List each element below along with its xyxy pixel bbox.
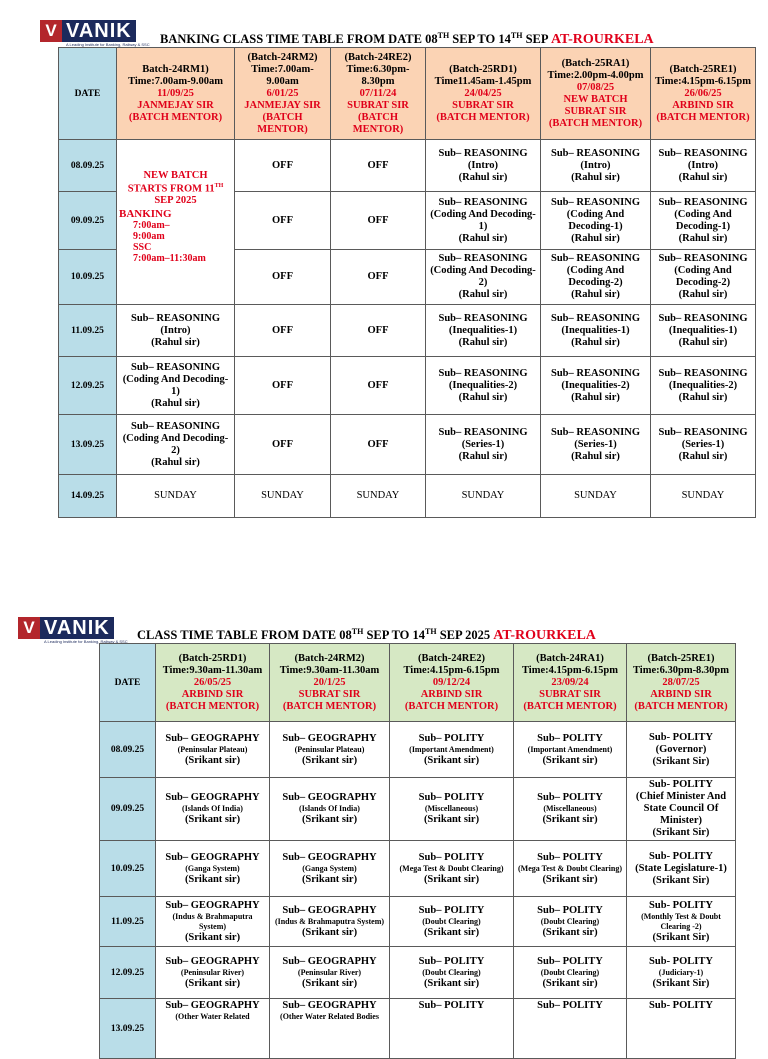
class-cell: OFF	[235, 192, 331, 250]
class-cell: Sub- POLITY (State Legislature-1) (Srikant Sir)	[627, 841, 736, 897]
table-row	[100, 999, 736, 1059]
batch-header: (Batch-25RD1) Time11.45am-1.45pm 24/04/25 SUBRAT SIR (BATCH MENTOR)	[426, 48, 541, 140]
row-date: 08.09.25	[59, 140, 117, 192]
banking-timetable	[58, 47, 756, 518]
class-cell: Sub– REASONING (Coding And Decoding-1) (Rahul sir)	[117, 357, 235, 415]
row-date: 11.09.25	[59, 305, 117, 357]
class-cell: Sub– GEOGRAPHY (Ganga System) (Srikant sir)	[156, 841, 270, 897]
table-row	[59, 140, 756, 192]
class-cell: Sub– GEOGRAPHY (Peninsular Plateau) (Srikant sir)	[156, 722, 270, 778]
class-cell: Sub– POLITY (Mega Test & Doubt Clearing) (Srikant sir)	[514, 841, 627, 897]
class-cell: Sub– REASONING (Series-1) (Rahul sir)	[651, 415, 756, 475]
table-row	[59, 305, 756, 357]
logo-wordmark: VANIK	[62, 20, 136, 42]
class-cell: Sub– GEOGRAPHY (Other Water Related Bodies	[270, 999, 390, 1059]
table-row	[59, 357, 756, 415]
date-column-header: DATE	[59, 48, 117, 140]
location-label: AT-ROURKELA	[550, 32, 654, 48]
class-cell: OFF	[235, 415, 331, 475]
batch-header: (Batch-24RM2) Time:9.30am-11.30am 20/1/25 SUBRAT SIR (BATCH MENTOR)	[270, 644, 390, 722]
class-cell: Sub– REASONING (Intro) (Rahul sir)	[541, 140, 651, 192]
row-date: 08.09.25	[100, 722, 156, 778]
row-date: 14.09.25	[59, 475, 117, 518]
batch-header: (Batch-25RA1) Time:2.00pm-4.00pm 07/08/25 NEW BATCH SUBRAT SIR (BATCH MENTOR)	[541, 48, 651, 140]
class-cell: Sub– POLITY (Doubt Clearing) (Srikant sir)	[390, 897, 514, 947]
class-cell: OFF	[331, 140, 426, 192]
class-cell: Sub– POLITY (Doubt Clearing) (Srikant sir)	[514, 897, 627, 947]
class-cell: Sub– REASONING (Coding And Decoding-1) (Rahul sir)	[651, 192, 756, 250]
class-cell: Sub– POLITY (Miscellaneous) (Srikant sir)	[514, 778, 627, 841]
class-cell: Sub– GEOGRAPHY (Peninsular River) (Srikant sir)	[270, 947, 390, 999]
class-cell: Sub– GEOGRAPHY (Peninsular River) (Srikant sir)	[156, 947, 270, 999]
logo-v-mark: V	[40, 20, 62, 42]
class-cell: Sub– REASONING (Intro) (Rahul sir)	[117, 305, 235, 357]
class-cell: Sub– REASONING (Coding And Decoding-2) (Rahul sir)	[117, 415, 235, 475]
class-cell: OFF	[235, 140, 331, 192]
table-row	[100, 778, 736, 841]
row-date: 12.09.25	[100, 947, 156, 999]
logo-wordmark: VANIK	[40, 617, 114, 639]
batch-header: Batch-24RM1) Time:7.00am-9.00am 11/09/25 JANMEJAY SIR (BATCH MENTOR)	[117, 48, 235, 140]
batch-header: (Batch-24RE2) Time:6.30pm-8.30pm 07/11/24 SUBRAT SIR (BATCH MENTOR)	[331, 48, 426, 140]
class-cell: Sub– POLITY (Doubt Clearing) (Srikant sir)	[514, 947, 627, 999]
class-cell: Sub– REASONING (Coding And Decoding-1) (Rahul sir)	[541, 192, 651, 250]
class-cell: Sub– REASONING (Coding And Decoding-2) (Rahul sir)	[651, 250, 756, 305]
logo-v-mark: V	[18, 617, 40, 639]
table-row	[100, 722, 736, 778]
class-cell: Sub- POLITY (Chief Minister And State Council Of Minister) (Srikant Sir)	[627, 778, 736, 841]
class-cell: Sub– GEOGRAPHY (Other Water Related	[156, 999, 270, 1059]
table1-header-row	[59, 48, 756, 140]
class-cell: Sub- POLITY (Monthly Test & Doubt Clearing -2) (Srikant Sir)	[627, 897, 736, 947]
class-cell: Sub– POLITY (Mega Test & Doubt Clearing) (Srikant sir)	[390, 841, 514, 897]
class-cell: Sub– REASONING (Inequalities-1) (Rahul sir)	[426, 305, 541, 357]
class-cell: OFF	[331, 192, 426, 250]
class-cell: OFF	[235, 357, 331, 415]
class-cell: Sub– GEOGRAPHY (Ganga System) (Srikant sir)	[270, 841, 390, 897]
class-cell: Sub– POLITY (Doubt Clearing) (Srikant sir)	[390, 947, 514, 999]
class-cell: OFF	[331, 305, 426, 357]
row-date: 10.09.25	[59, 250, 117, 305]
batch-header: (Batch-25RE1) Time:6.30pm-8.30pm 28/07/25 ARBIND SIR (BATCH MENTOR)	[627, 644, 736, 722]
class-cell: SUNDAY	[541, 475, 651, 518]
batch-header: (Batch-25RE1) Time:4.15pm-6.15pm 26/06/25 ARBIND SIR (BATCH MENTOR)	[651, 48, 756, 140]
class-cell: SUNDAY	[331, 475, 426, 518]
table-row	[100, 947, 736, 999]
class-cell: Sub– GEOGRAPHY (Peninsular Plateau) (Srikant sir)	[270, 722, 390, 778]
row-date: 11.09.25	[100, 897, 156, 947]
class-cell: OFF	[331, 415, 426, 475]
location-label: AT-ROURKELA	[493, 628, 596, 644]
table1-heading: BANKING CLASS TIME TABLE FROM DATE 08TH SEP TO 14TH SEP AT-ROURKELA	[160, 31, 654, 48]
class-cell: Sub– GEOGRAPHY (Islands Of India) (Srikant sir)	[156, 778, 270, 841]
vanik-logo-2	[18, 617, 128, 644]
class-cell: Sub- POLITY (Judiciary-1) (Srikant Sir)	[627, 947, 736, 999]
class-cell: OFF	[331, 250, 426, 305]
row-date: 09.09.25	[59, 192, 117, 250]
row-date: 12.09.25	[59, 357, 117, 415]
class-cell: Sub– REASONING (Inequalities-1) (Rahul sir)	[651, 305, 756, 357]
table-row	[59, 475, 756, 518]
class-cell: Sub- POLITY	[627, 999, 736, 1059]
new-batch-notice: NEW BATCH STARTS FROM 11TH SEP 2025 BANKING 7:00am– 9:00am SSC 7:00am–11:30am	[117, 140, 235, 305]
table2-heading: CLASS TIME TABLE FROM DATE 08TH SEP TO 14TH SEP 2025 AT-ROURKELA	[137, 627, 596, 644]
batch-header: (Batch-24RA1) Time:4.15pm-6.15pm 23/09/24 SUBRAT SIR (BATCH MENTOR)	[514, 644, 627, 722]
row-date: 13.09.25	[100, 999, 156, 1059]
class-cell: OFF	[331, 357, 426, 415]
class-cell: Sub- POLITY (Governor) (Srikant Sir)	[627, 722, 736, 778]
vanik-logo	[40, 20, 150, 47]
table-row	[100, 897, 736, 947]
logo-tagline: A Leading Institute for Banking, Railway & SSC	[66, 42, 150, 47]
class-cell: Sub– POLITY (Important Amendment) (Srikant sir)	[514, 722, 627, 778]
table2-body	[100, 722, 736, 1059]
batch-header: (Batch-24RM2) Time:7.00am-9.00am 6/01/25 JANMEJAY SIR (BATCH MENTOR)	[235, 48, 331, 140]
class-cell: Sub– GEOGRAPHY (Islands Of India) (Srikant sir)	[270, 778, 390, 841]
class-cell: Sub– REASONING (Intro) (Rahul sir)	[651, 140, 756, 192]
row-date: 09.09.25	[100, 778, 156, 841]
class-cell: SUNDAY	[651, 475, 756, 518]
class-cell: Sub– GEOGRAPHY (Indus & Brahmaputra System) (Srikant sir)	[270, 897, 390, 947]
class-cell: Sub– POLITY (Miscellaneous) (Srikant sir)	[390, 778, 514, 841]
class-cell: Sub– GEOGRAPHY (Indus & Brahmaputra System) (Srikant sir)	[156, 897, 270, 947]
class-cell: OFF	[235, 305, 331, 357]
logo-tagline: A Leading Institute for Banking, Railway & SSC	[44, 639, 128, 644]
table2-header-row	[100, 644, 736, 722]
class-cell: SUNDAY	[426, 475, 541, 518]
class-cell: Sub– REASONING (Intro) (Rahul sir)	[426, 140, 541, 192]
class-cell: Sub– REASONING (Coding And Decoding-2) (Rahul sir)	[541, 250, 651, 305]
class-cell: Sub– POLITY	[514, 999, 627, 1059]
class-cell: Sub– REASONING (Inequalities-1) (Rahul sir)	[541, 305, 651, 357]
row-date: 10.09.25	[100, 841, 156, 897]
class-cell: Sub– REASONING (Inequalities-2) (Rahul sir)	[541, 357, 651, 415]
batch-header: (Batch-25RD1) Time:9.30am-11.30am 26/05/25 ARBIND SIR (BATCH MENTOR)	[156, 644, 270, 722]
class-cell: Sub– REASONING (Series-1) (Rahul sir)	[426, 415, 541, 475]
table-row	[59, 415, 756, 475]
table-row	[100, 841, 736, 897]
class-cell: SUNDAY	[117, 475, 235, 518]
class-cell: Sub– REASONING (Coding And Decoding-2) (Rahul sir)	[426, 250, 541, 305]
class-cell: Sub– REASONING (Inequalities-2) (Rahul sir)	[651, 357, 756, 415]
class-cell: OFF	[235, 250, 331, 305]
batch-header: (Batch-24RE2) Time:4.15pm-6.15pm 09/12/24 ARBIND SIR (BATCH MENTOR)	[390, 644, 514, 722]
class-cell: SUNDAY	[235, 475, 331, 518]
class-cell: Sub– REASONING (Inequalities-2) (Rahul sir)	[426, 357, 541, 415]
class-cell: Sub– REASONING (Series-1) (Rahul sir)	[541, 415, 651, 475]
class-cell: Sub– POLITY (Important Amendment) (Srikant sir)	[390, 722, 514, 778]
row-date: 13.09.25	[59, 415, 117, 475]
polity-geography-timetable	[99, 643, 736, 1059]
date-column-header: DATE	[100, 644, 156, 722]
class-cell: Sub– REASONING (Coding And Decoding-1) (Rahul sir)	[426, 192, 541, 250]
class-cell: Sub– POLITY	[390, 999, 514, 1059]
